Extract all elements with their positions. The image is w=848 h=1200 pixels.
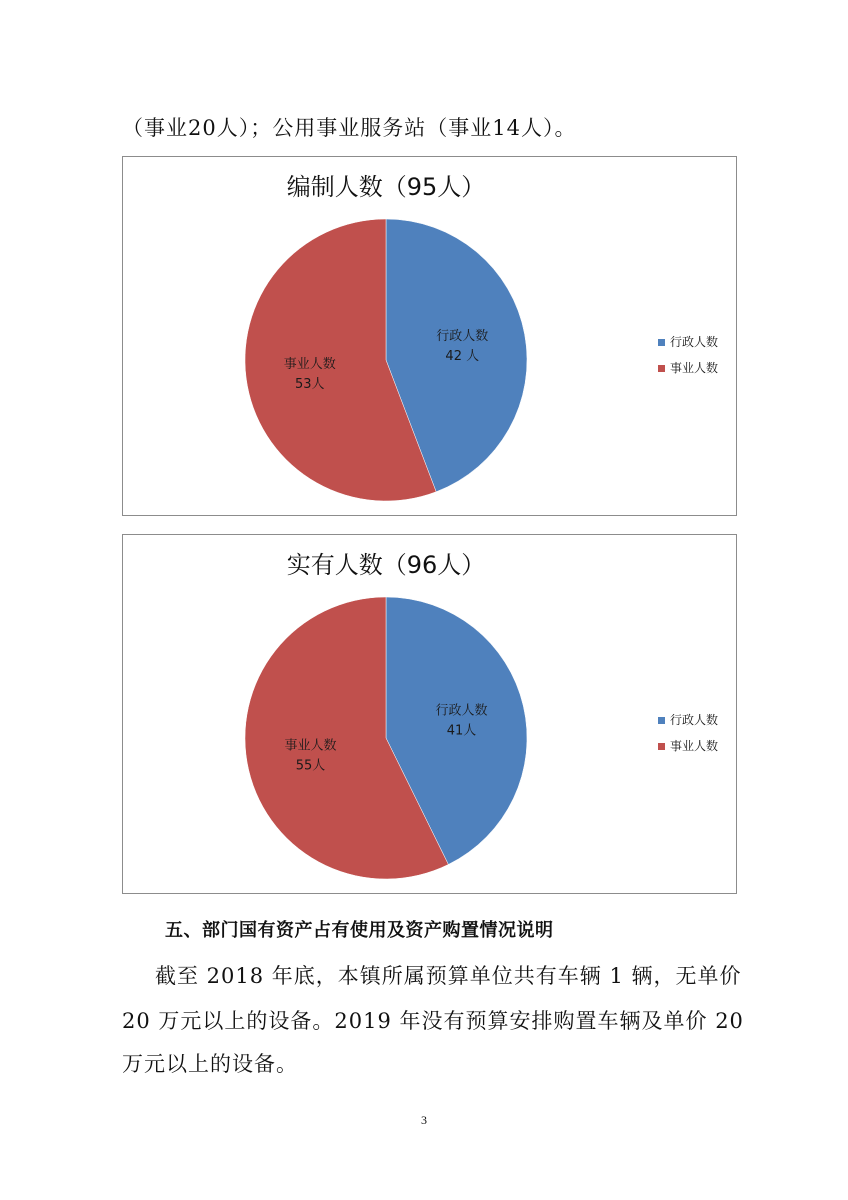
pie-chart-staffing-quota <box>122 156 737 516</box>
legend-swatch <box>658 743 665 750</box>
data-label-name: 行政人数 <box>436 328 489 344</box>
legend-label: 事业人数 <box>670 739 719 753</box>
page-number: 3 <box>421 1113 427 1127</box>
data-label-value: 41人 <box>446 723 477 739</box>
legend-label: 事业人数 <box>670 361 719 375</box>
data-label-name: 行政人数 <box>435 703 488 719</box>
pie-chart-svg <box>123 535 738 895</box>
data-label-value: 42 人 <box>445 348 480 364</box>
data-label-name: 事业人数 <box>283 357 336 373</box>
pie-chart-actual-staff <box>122 534 737 894</box>
paragraph-line-2: 20 万元以上的设备。2019 年没有预算安排购置车辆及单价 20 <box>122 1009 744 1033</box>
data-label-name: 事业人数 <box>284 738 337 754</box>
data-label-value: 55人 <box>295 758 326 774</box>
legend-label: 行政人数 <box>670 335 719 349</box>
legend-label: 行政人数 <box>670 713 719 727</box>
paragraph-line-3: 万元以上的设备。 <box>122 1052 298 1076</box>
paragraph-line-1: 截至 2018 年底，本镇所属预算单位共有车辆 1 辆，无单价 <box>155 964 742 988</box>
legend-swatch <box>658 365 665 372</box>
chart-title: 实有人数（96人） <box>286 551 486 579</box>
chart-title: 编制人数（95人） <box>286 173 486 201</box>
legend-swatch <box>658 339 665 346</box>
pie-chart-svg <box>123 157 738 517</box>
data-label-value: 53人 <box>294 377 325 393</box>
legend-swatch <box>658 717 665 724</box>
section-heading: 五、部门国有资产占有使用及资产购置情况说明 <box>165 920 554 941</box>
intro-line: （事业20人）；公用事业服务站（事业14人）。 <box>122 116 577 140</box>
